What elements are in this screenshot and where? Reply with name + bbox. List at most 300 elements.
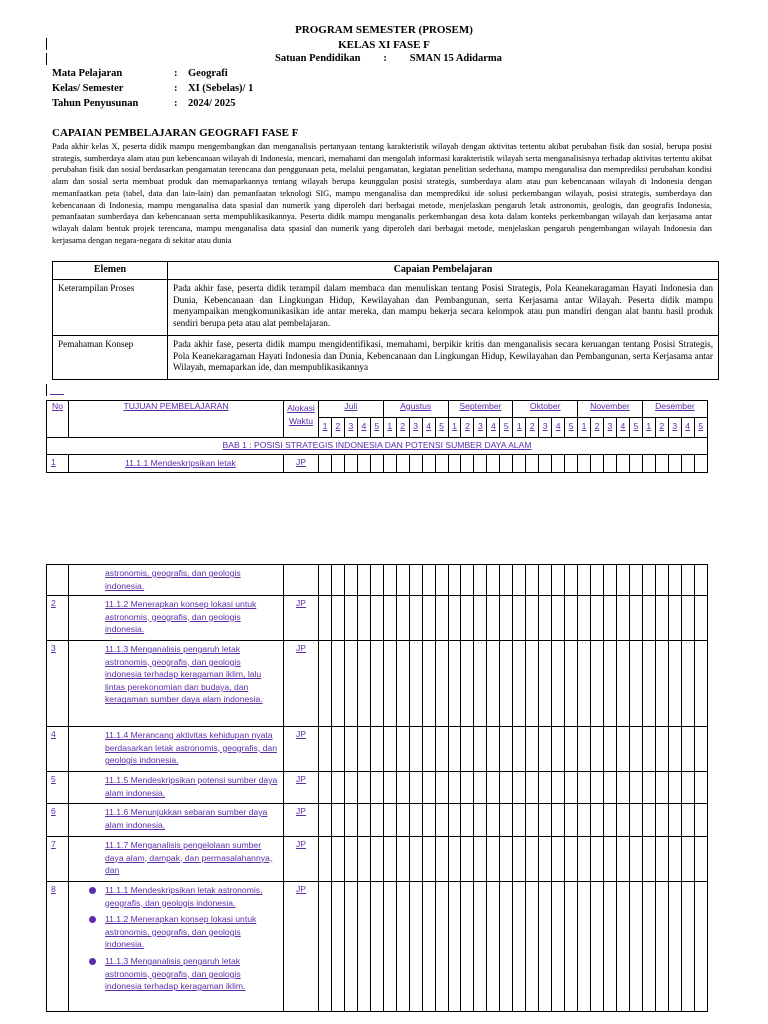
schedule-cell bbox=[526, 565, 539, 596]
schedule-cell bbox=[344, 837, 357, 882]
schedule-cell bbox=[435, 641, 448, 727]
schedule-cell bbox=[526, 772, 539, 804]
jp-cell bbox=[284, 837, 319, 882]
month-header bbox=[642, 401, 707, 418]
schedule-cell bbox=[331, 804, 344, 837]
week-number[interactable]: 3 bbox=[478, 421, 483, 431]
schedule-cell bbox=[435, 837, 448, 882]
week-number[interactable]: 1 bbox=[646, 421, 652, 431]
week-cell bbox=[591, 418, 604, 438]
schedule-cell bbox=[487, 455, 500, 473]
schedule-cell bbox=[539, 455, 552, 473]
bab-cell bbox=[47, 438, 708, 455]
link-underline-mark bbox=[50, 394, 64, 395]
schedule-cell bbox=[565, 455, 578, 473]
schedule-cell bbox=[655, 837, 668, 882]
schedule-cell bbox=[629, 804, 642, 837]
week-cell bbox=[668, 418, 681, 438]
schedule-cell bbox=[526, 882, 539, 1012]
schedule-cell bbox=[616, 565, 629, 596]
schedule-cell bbox=[448, 455, 461, 473]
week-number[interactable]: 2 bbox=[335, 421, 341, 431]
schedule-cell bbox=[603, 596, 616, 641]
schedule-cell bbox=[629, 727, 642, 772]
meta-class-semester bbox=[52, 83, 253, 94]
schedule-cell bbox=[474, 804, 487, 837]
schedule-cell bbox=[474, 727, 487, 772]
school-colon: : bbox=[383, 53, 387, 64]
schedule-cell bbox=[370, 837, 383, 882]
week-cell bbox=[370, 418, 383, 438]
schedule-cell bbox=[357, 641, 370, 727]
tp-text[interactable]: 11.1.4 Merancang aktivitas kehidupan nyata berdasarkan letak astronomis, geografis, dan geologis indonesia. bbox=[105, 730, 277, 766]
schedule-cell bbox=[694, 882, 707, 1012]
schedule-cell bbox=[552, 804, 565, 837]
schedule-cell bbox=[681, 641, 694, 727]
schedule-cell bbox=[526, 727, 539, 772]
capaian-heading: CAPAIAN PEMBELAJARAN GEOGRAFI FASE F bbox=[52, 127, 299, 139]
text-cursor-mark bbox=[46, 53, 47, 65]
tp-text[interactable]: 11.1.2 Menerapkan konsep lokasi untuk astronomis, geografis, dan geologis indonesia. bbox=[105, 914, 257, 950]
schedule-cell bbox=[655, 804, 668, 837]
meta-subject bbox=[52, 68, 228, 79]
month-label[interactable]: September bbox=[459, 401, 502, 411]
schedule-cell bbox=[331, 882, 344, 1012]
schedule-cell bbox=[448, 772, 461, 804]
schedule-cell bbox=[396, 641, 409, 727]
schedule-cell bbox=[422, 882, 435, 1012]
bullet-icon bbox=[89, 887, 96, 894]
schedule-cell bbox=[539, 727, 552, 772]
schedule-cell bbox=[331, 455, 344, 473]
week-number[interactable]: 1 bbox=[387, 421, 393, 431]
schedule-cell bbox=[487, 882, 500, 1012]
schedule-cell bbox=[409, 772, 422, 804]
table-row bbox=[47, 837, 708, 882]
schedule-cell bbox=[448, 882, 461, 1012]
tp-cell bbox=[69, 455, 284, 473]
week-cell bbox=[331, 418, 344, 438]
schedule-cell bbox=[642, 804, 655, 837]
schedule-cell bbox=[435, 565, 448, 596]
list-item bbox=[89, 913, 279, 951]
jp-text[interactable]: JP bbox=[295, 643, 307, 653]
school-label: Satuan Pendidikan bbox=[275, 53, 361, 64]
week-cell bbox=[513, 418, 526, 438]
week-number[interactable]: 3 bbox=[413, 421, 419, 431]
meta-colon: : bbox=[174, 98, 178, 109]
schedule-cell bbox=[655, 641, 668, 727]
tp-header-text[interactable]: TUJUAN PEMBELAJARAN bbox=[123, 401, 229, 411]
tp-text[interactable]: 11.1.2 Menerapkan konsep lokasi untuk astronomis, geografis, dan geologis indonesia. bbox=[105, 599, 257, 635]
schedule-cell bbox=[513, 596, 526, 641]
schedule-cell bbox=[655, 455, 668, 473]
schedule-cell bbox=[319, 565, 332, 596]
schedule-cell bbox=[565, 596, 578, 641]
week-number[interactable]: 4 bbox=[426, 421, 431, 431]
schedule-cell bbox=[513, 641, 526, 727]
month-label[interactable]: November bbox=[590, 401, 630, 411]
schedule-cell bbox=[616, 837, 629, 882]
week-number[interactable]: 5 bbox=[439, 421, 444, 431]
month-header bbox=[448, 401, 513, 418]
schedule-cell bbox=[500, 772, 513, 804]
schedule-cell bbox=[552, 641, 565, 727]
schedule-cell bbox=[396, 565, 409, 596]
tp-text[interactable]: astronomis, geografis, dan geologis indonesia. bbox=[105, 568, 241, 591]
schedule-cell bbox=[474, 565, 487, 596]
schedule-cell bbox=[526, 837, 539, 882]
schedule-cell bbox=[422, 596, 435, 641]
jp-text[interactable]: JP bbox=[295, 457, 307, 467]
schedule-cell bbox=[383, 882, 396, 1012]
schedule-cell bbox=[591, 837, 604, 882]
row-number-text[interactable]: 6 bbox=[51, 806, 56, 816]
schedule-cell bbox=[435, 772, 448, 804]
schedule-cell bbox=[435, 882, 448, 1012]
week-number[interactable]: 5 bbox=[503, 421, 509, 431]
week-number[interactable]: 5 bbox=[633, 421, 639, 431]
schedule-cell bbox=[331, 596, 344, 641]
week-number[interactable]: 2 bbox=[465, 421, 470, 431]
schedule-cell bbox=[603, 882, 616, 1012]
meta-label: Tahun Penyusunan bbox=[52, 98, 139, 109]
bab-title[interactable]: BAB 1 : POSISI STRATEGIS INDONESIA DAN POTENSI SUMBER DAYA ALAM bbox=[222, 440, 532, 450]
week-number[interactable]: 4 bbox=[555, 421, 561, 431]
week-cell bbox=[655, 418, 668, 438]
schedule-cell bbox=[642, 772, 655, 804]
bab-row bbox=[47, 438, 708, 455]
schedule-cell bbox=[370, 596, 383, 641]
elemen-capaian: Pada akhir fase, peserta didik terampil dalam membaca dan menuliskan tentang Posisi Strategis, Pola Keanekaragaman Hayati Indonesia dan Dunia, Kebencanaan dan Lingkungan Hidup, Kewilayahan dan Pembangunan, serta Kerjasama antar Wilayah. Peserta didik mampu menyampaikan mengkomunikasikan ide antar mereka, dan mampu bekerja secara kelompok atau pun mandiri dengan alat bantu hasil produk sendiri berupa peta atau alat pembelajaran. bbox=[168, 280, 719, 336]
row-number-text[interactable]: 5 bbox=[51, 774, 56, 784]
schedule-cell bbox=[500, 641, 513, 727]
schedule-cell bbox=[681, 804, 694, 837]
schedule-cell bbox=[409, 837, 422, 882]
schedule-cell bbox=[591, 565, 604, 596]
week-cell bbox=[526, 418, 539, 438]
tp-text[interactable]: 11.1.3 Menganalisis pengaruh letak astronomis, geografis, dan geologis indonesia terhadap keragaman iklim. bbox=[105, 955, 246, 992]
school-line bbox=[275, 53, 502, 64]
schedule-cell bbox=[616, 772, 629, 804]
week-number[interactable]: 2 bbox=[594, 421, 600, 431]
text-cursor-mark bbox=[46, 384, 47, 396]
schedule-cell bbox=[500, 455, 513, 473]
schedule-cell bbox=[539, 837, 552, 882]
schedule-cell bbox=[552, 596, 565, 641]
elemen-capaian: Pada akhir fase, peserta didik mampu mengidentifikasi, memahami, berpikir kritis dan menganalisis secara keruangan tentang Posisi Strategis, Pola Keanekaragaman Hayati Indonesia dan Dunia, Kebencanaan dan Lingkungan Hidup, Kewilayahan dan Pembangunan, serta Kerjasama antar Wilayah, memaparkan ide, dan mempublikasikannya bbox=[168, 336, 719, 380]
schedule-cell bbox=[487, 565, 500, 596]
tp-text[interactable]: 11.1.1 Mendeskripsikan letak bbox=[125, 458, 236, 468]
schedule-cell bbox=[578, 837, 591, 882]
schedule-cell bbox=[526, 596, 539, 641]
row-number-text[interactable]: 2 bbox=[51, 598, 56, 608]
schedule-cell bbox=[668, 772, 681, 804]
elemen-header: Elemen bbox=[53, 262, 168, 280]
week-number[interactable]: 1 bbox=[516, 421, 522, 431]
schedule-cell bbox=[603, 772, 616, 804]
week-number[interactable]: 5 bbox=[698, 421, 704, 431]
jp-cell bbox=[284, 565, 319, 596]
schedule-cell bbox=[331, 641, 344, 727]
row-number-text[interactable]: 1 bbox=[51, 457, 56, 467]
week-cell bbox=[500, 418, 513, 438]
tp-text[interactable]: 11.1.6 Menunjukkan sebaran sumber daya alam indonesia. bbox=[105, 807, 268, 830]
jp-text[interactable]: JP bbox=[295, 774, 307, 784]
jp-cell bbox=[284, 772, 319, 804]
tp-cell bbox=[69, 565, 284, 596]
schedule-cell bbox=[616, 596, 629, 641]
schedule-cell bbox=[357, 727, 370, 772]
schedule-cell bbox=[500, 596, 513, 641]
schedule-cell bbox=[319, 882, 332, 1012]
week-number[interactable]: 4 bbox=[620, 421, 626, 431]
table-row bbox=[53, 336, 719, 380]
schedule-cell bbox=[603, 804, 616, 837]
jp-cell bbox=[284, 727, 319, 772]
schedule-cell bbox=[487, 837, 500, 882]
schedule-cell bbox=[552, 565, 565, 596]
schedule-cell bbox=[526, 641, 539, 727]
week-cell bbox=[539, 418, 552, 438]
tp-text[interactable]: 11.1.5 Mendeskripsikan potensi sumber daya alam indonesia. bbox=[105, 775, 278, 798]
schedule-cell bbox=[694, 455, 707, 473]
schedule-cell bbox=[591, 772, 604, 804]
schedule-cell bbox=[513, 837, 526, 882]
schedule-cell bbox=[655, 772, 668, 804]
schedule-cell bbox=[344, 641, 357, 727]
schedule-cell bbox=[461, 804, 474, 837]
table-row bbox=[47, 882, 708, 1012]
schedule-cell bbox=[591, 455, 604, 473]
table-row bbox=[47, 727, 708, 772]
row-number bbox=[47, 596, 69, 641]
tp-text[interactable]: 11.1.1 Mendeskripsikan letak astronomis, geografis, dan geologis indonesia. bbox=[105, 885, 263, 908]
schedule-cell bbox=[344, 772, 357, 804]
table-row bbox=[47, 804, 708, 837]
schedule-cell bbox=[422, 804, 435, 837]
week-cell bbox=[344, 418, 357, 438]
schedule-cell bbox=[668, 804, 681, 837]
schedule-cell bbox=[565, 772, 578, 804]
jp-text[interactable]: JP bbox=[295, 839, 307, 849]
schedule-cell bbox=[513, 727, 526, 772]
document-subtitle: KELAS XI FASE F bbox=[338, 39, 430, 51]
schedule-cell bbox=[578, 641, 591, 727]
schedule-cell bbox=[396, 455, 409, 473]
schedule-cell bbox=[331, 837, 344, 882]
no-header bbox=[47, 401, 69, 438]
elemen-table-header bbox=[53, 262, 719, 280]
schedule-cell bbox=[319, 596, 332, 641]
month-label[interactable]: Agustus bbox=[400, 401, 432, 411]
schedule-cell bbox=[422, 727, 435, 772]
row-number-text[interactable]: 7 bbox=[51, 839, 56, 849]
tp-cell bbox=[69, 727, 284, 772]
schedule-cell bbox=[319, 837, 332, 882]
week-cell bbox=[487, 418, 500, 438]
schedule-cell bbox=[500, 727, 513, 772]
week-number[interactable]: 1 bbox=[322, 421, 328, 431]
row-number-text[interactable]: 8 bbox=[51, 884, 56, 894]
jp-text[interactable]: JP bbox=[295, 598, 307, 608]
table-row bbox=[47, 772, 708, 804]
schedule-cell bbox=[616, 455, 629, 473]
schedule-cell bbox=[435, 727, 448, 772]
jp-cell bbox=[284, 641, 319, 727]
schedule-cell bbox=[435, 455, 448, 473]
schedule-cell bbox=[655, 882, 668, 1012]
tp-cell bbox=[69, 804, 284, 837]
schedule-cell bbox=[435, 804, 448, 837]
week-cell bbox=[319, 418, 332, 438]
schedule-cell bbox=[474, 455, 487, 473]
week-cell bbox=[383, 418, 396, 438]
week-number[interactable]: 4 bbox=[361, 421, 367, 431]
schedule-cell bbox=[357, 565, 370, 596]
week-number[interactable]: 5 bbox=[374, 421, 380, 431]
schedule-cell bbox=[578, 455, 591, 473]
row-number-text[interactable]: 4 bbox=[51, 729, 56, 739]
jp-text[interactable]: JP bbox=[295, 729, 307, 739]
row-number bbox=[47, 772, 69, 804]
table-row bbox=[47, 455, 708, 473]
meta-label: Mata Pelajaran bbox=[52, 68, 123, 79]
schedule-cell bbox=[578, 804, 591, 837]
tp-text[interactable]: 11.1.7 Menganalisis pengelolaan sumber daya alam, dampak, dan permasalahannya, dan bbox=[105, 840, 273, 876]
schedule-cell bbox=[461, 641, 474, 727]
row-number bbox=[47, 565, 69, 596]
schedule-cell bbox=[383, 596, 396, 641]
tujuan-pembelajaran-table bbox=[46, 400, 708, 473]
schedule-cell bbox=[591, 882, 604, 1012]
schedule-cell bbox=[694, 565, 707, 596]
schedule-cell bbox=[500, 804, 513, 837]
meta-value: Geografi bbox=[188, 68, 228, 79]
document-title: PROGRAM SEMESTER (PROSEM) bbox=[295, 24, 473, 36]
schedule-cell bbox=[694, 804, 707, 837]
schedule-cell bbox=[396, 804, 409, 837]
schedule-cell bbox=[383, 804, 396, 837]
month-label[interactable]: Juli bbox=[344, 401, 358, 411]
tp-cell bbox=[69, 596, 284, 641]
week-cell bbox=[642, 418, 655, 438]
no-header-text[interactable]: No bbox=[52, 401, 63, 411]
schedule-cell bbox=[461, 565, 474, 596]
schedule-cell bbox=[357, 837, 370, 882]
schedule-cell bbox=[448, 565, 461, 596]
schedule-cell bbox=[370, 455, 383, 473]
alokasi-header-text[interactable]: Alokasi Waktu bbox=[287, 403, 315, 426]
row-number-text[interactable]: 3 bbox=[51, 643, 56, 653]
schedule-cell bbox=[642, 727, 655, 772]
month-label[interactable]: Oktober bbox=[529, 401, 561, 411]
week-number[interactable]: 3 bbox=[542, 421, 548, 431]
jp-text[interactable]: JP bbox=[295, 884, 307, 894]
schedule-cell bbox=[396, 882, 409, 1012]
month-label[interactable]: Desember bbox=[655, 401, 695, 411]
schedule-cell bbox=[409, 641, 422, 727]
schedule-cell bbox=[616, 804, 629, 837]
week-number[interactable]: 1 bbox=[581, 421, 587, 431]
week-cell bbox=[552, 418, 565, 438]
schedule-cell bbox=[344, 565, 357, 596]
list-item bbox=[89, 884, 279, 909]
month-header bbox=[513, 401, 578, 418]
week-number[interactable]: 4 bbox=[490, 421, 496, 431]
tp-text[interactable]: 11.1.3 Menganalisis pengaruh letak astronomis, geografis, dan geologis indonesia terhadap keragaman iklim, lalu lintas perekonomian dan budaya, dan keragaman sumber daya alam indonesia. bbox=[105, 644, 263, 705]
schedule-cell bbox=[461, 772, 474, 804]
schedule-cell bbox=[396, 837, 409, 882]
schedule-cell bbox=[629, 596, 642, 641]
week-cell bbox=[435, 418, 448, 438]
schedule-cell bbox=[370, 882, 383, 1012]
schedule-cell bbox=[642, 837, 655, 882]
week-number[interactable]: 3 bbox=[348, 421, 354, 431]
week-number[interactable]: 3 bbox=[672, 421, 678, 431]
bullet-icon bbox=[89, 916, 96, 923]
schedule-cell bbox=[448, 641, 461, 727]
schedule-cell bbox=[461, 882, 474, 1012]
row-number bbox=[47, 882, 69, 1012]
schedule-cell bbox=[668, 727, 681, 772]
tp-cell bbox=[69, 641, 284, 727]
schedule-cell bbox=[591, 804, 604, 837]
elemen-name: Keterampilan Proses bbox=[53, 280, 168, 336]
week-number[interactable]: 1 bbox=[452, 421, 457, 431]
week-number[interactable]: 2 bbox=[659, 421, 665, 431]
week-number[interactable]: 3 bbox=[607, 421, 613, 431]
schedule-cell bbox=[668, 837, 681, 882]
week-cell bbox=[565, 418, 578, 438]
week-number[interactable]: 2 bbox=[529, 421, 535, 431]
schedule-cell bbox=[668, 596, 681, 641]
schedule-cell bbox=[681, 882, 694, 1012]
schedule-cell bbox=[513, 772, 526, 804]
schedule-cell bbox=[565, 804, 578, 837]
schedule-cell bbox=[383, 455, 396, 473]
capaian-paragraph: Pada akhir kelas X, peserta didik mampu mengembangkan dan menganalisis pertanyaan tentang karakteristik wilayah dengan aktivitas tertentu akibat perubahan fisik dan sosial, berupa posisi strategis, sumberdaya alam atau pun kebencanaan wilayah di Indonesia, mencari, memahami dan mengolah informasi karakteristik wilayah serta menganalisisnya terhadap aktivitas tertentu akibat perubahan fisik dan sosial berdasarkan pengamatan terencana dan penggunaan peta, melalui pengamatan, kegiatan penelitian sederhana, mampu menganalisa dan memprediksi perubahan kondisi alam dan sosial serta membuat produk dan memaparkannya tentang wilayah berupa keunggulan posisi strategis, sumberdaya alam atau pun kebencanaan wilayah di Indonesia dengan memanfaatkan peta (tabel, data dan lain-lain) dan pemanfaatan teknologi SIG, mampu menganalisa dan memprediksi ide solusi perkembangan wilayah, posisi strategis, sumberdaya dan kebencanaan di Indonesia, mampu menganalisa data spasial dan numerik yang diperoleh dari berbagai metode, menjelaskan pengaruh letak astronomis, geologis, dan geografis Indonesia, pemanfaatan sumberdaya dan kebencanaan serta mempublikasikannya. Peserta didik mampu menganalis perkembangan desa kota dalam konteks perkembangan wilayah dan kerjasama antar wilayah dalam bentuk projek terencana, mampu menganalisa data spasial dan numerik yang diperoleh dari berbagai metode, menjelaskan pengaruh pengembangan wilayah Indonesia dan kerjasama dengan negara-negara di sekitar atau dunia bbox=[52, 142, 712, 245]
schedule-cell bbox=[370, 565, 383, 596]
tp-cell bbox=[69, 772, 284, 804]
schedule-cell bbox=[655, 727, 668, 772]
week-number[interactable]: 2 bbox=[400, 421, 406, 431]
week-number[interactable]: 5 bbox=[568, 421, 574, 431]
schedule-cell bbox=[603, 727, 616, 772]
table-row bbox=[53, 280, 719, 336]
week-cell bbox=[578, 418, 591, 438]
schedule-cell bbox=[603, 837, 616, 882]
schedule-cell bbox=[603, 455, 616, 473]
tp-header-row-1 bbox=[47, 401, 708, 418]
jp-text[interactable]: JP bbox=[295, 806, 307, 816]
meta-label: Kelas/ Semester bbox=[52, 83, 124, 94]
tp-header bbox=[69, 401, 284, 438]
schedule-cell bbox=[591, 727, 604, 772]
schedule-cell bbox=[409, 727, 422, 772]
week-cell bbox=[409, 418, 422, 438]
schedule-cell bbox=[319, 641, 332, 727]
schedule-cell bbox=[357, 882, 370, 1012]
schedule-cell bbox=[487, 727, 500, 772]
schedule-cell bbox=[357, 772, 370, 804]
schedule-cell bbox=[629, 565, 642, 596]
schedule-cell bbox=[578, 727, 591, 772]
capaian-header: Capaian Pembelajaran bbox=[168, 262, 719, 280]
schedule-cell bbox=[539, 641, 552, 727]
week-number[interactable]: 4 bbox=[685, 421, 691, 431]
school-value: SMAN 15 Adidarma bbox=[409, 53, 502, 64]
